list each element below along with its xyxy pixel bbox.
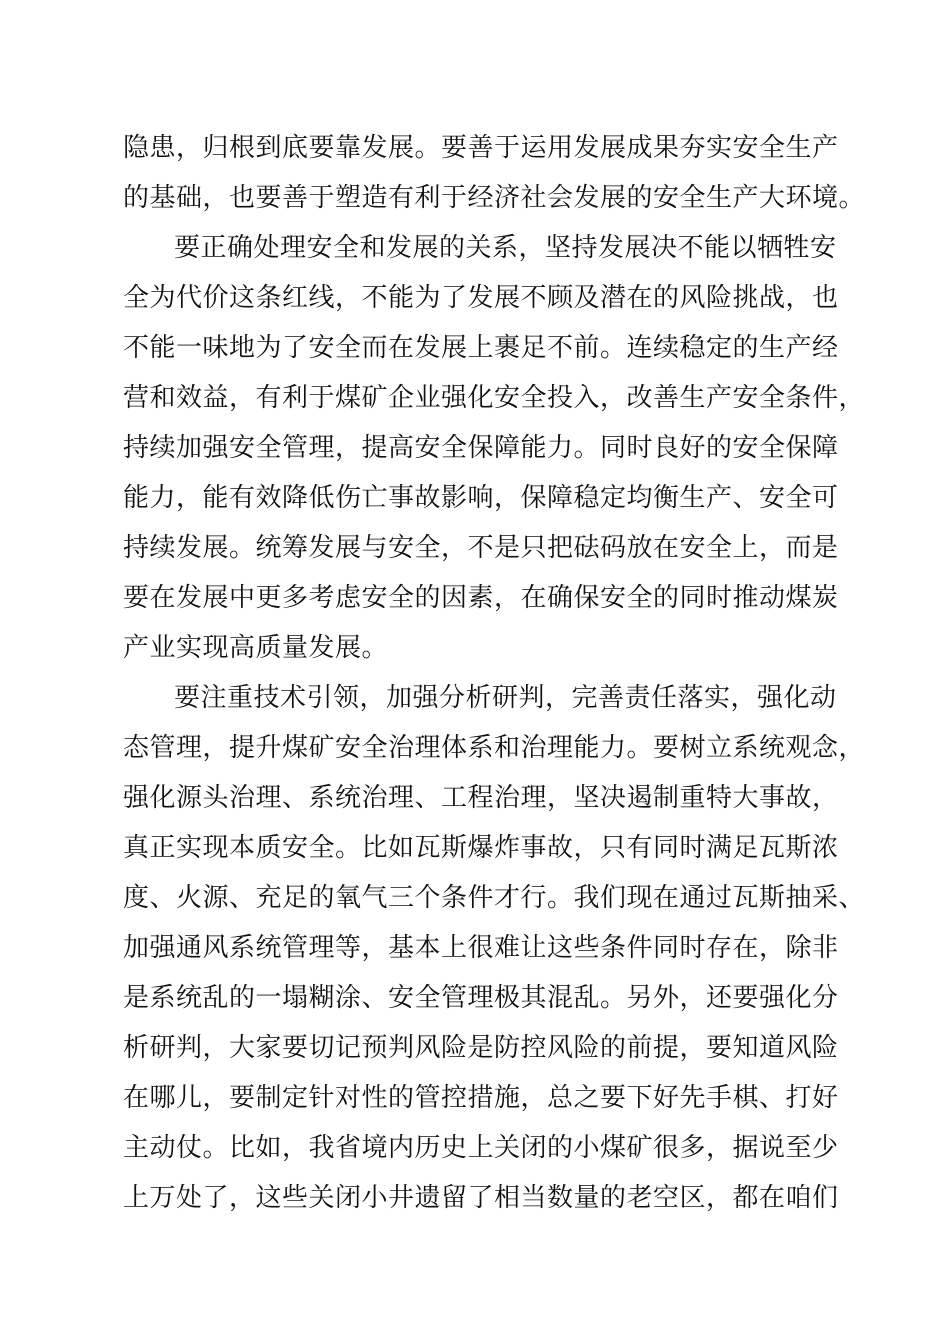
text-line: 营和效益，有利于煤矿企业强化安全投入，改善生产安全条件，: [123, 383, 866, 413]
text-line: 主动仗。比如，我省境内历史上关闭的小煤矿很多，据说至少: [123, 1133, 839, 1163]
text-line: 态管理，提升煤矿安全治理体系和治理能力。要树立系统观念，: [123, 733, 866, 763]
text-line: 强化源头治理、系统治理、工程治理，坚决遏制重特大事故，: [123, 783, 839, 813]
text-line: 要在发展中更多考虑安全的因素，在确保安全的同时推动煤炭: [123, 583, 839, 613]
text-line: 度、火源、充足的氧气三个条件才行。我们现在通过瓦斯抽采、: [123, 883, 866, 913]
text-line: 能力，能有效降低伤亡事故影响，保障稳定均衡生产、安全可: [123, 483, 839, 513]
text-line: 不能一味地为了安全而在发展上裹足不前。连续稳定的生产经: [123, 333, 839, 363]
text-line: 析研判，大家要切记预判风险是防控风险的前提，要知道风险: [123, 1033, 839, 1063]
text-line: 持续加强安全管理，提高安全保障能力。同时良好的安全保障: [123, 433, 839, 463]
text-line: 持续发展。统筹发展与安全，不是只把砝码放在安全上，而是: [123, 533, 839, 563]
text-line: 是系统乱的一塌糊涂、安全管理极其混乱。另外，还要强化分: [123, 983, 839, 1013]
text-line: 的基础，也要善于塑造有利于经济社会发展的安全生产大环境。: [123, 183, 866, 213]
text-line: 在哪儿，要制定针对性的管控措施，总之要下好先手棋、打好: [123, 1083, 839, 1113]
text-line: 真正实现本质安全。比如瓦斯爆炸事故，只有同时满足瓦斯浓: [123, 833, 839, 863]
text-line: 产业实现高质量发展。: [123, 633, 389, 663]
paragraph-first-line: 要注重技术引领，加强分析研判，完善责任落实，强化动: [174, 683, 837, 713]
text-line: 加强通风系统管理等，基本上很难让这些条件同时存在，除非: [123, 933, 839, 963]
paragraph-first-line: 要正确处理安全和发展的关系，坚持发展决不能以牺牲安: [174, 233, 837, 263]
text-line: 隐患，归根到底要靠发展。要善于运用发展成果夯实安全生产: [123, 133, 839, 163]
text-line: 上万处了，这些关闭小井遗留了相当数量的老空区，都在咱们: [123, 1183, 839, 1213]
text-line: 全为代价这条红线，不能为了发展不顾及潜在的风险挑战，也: [123, 283, 839, 313]
